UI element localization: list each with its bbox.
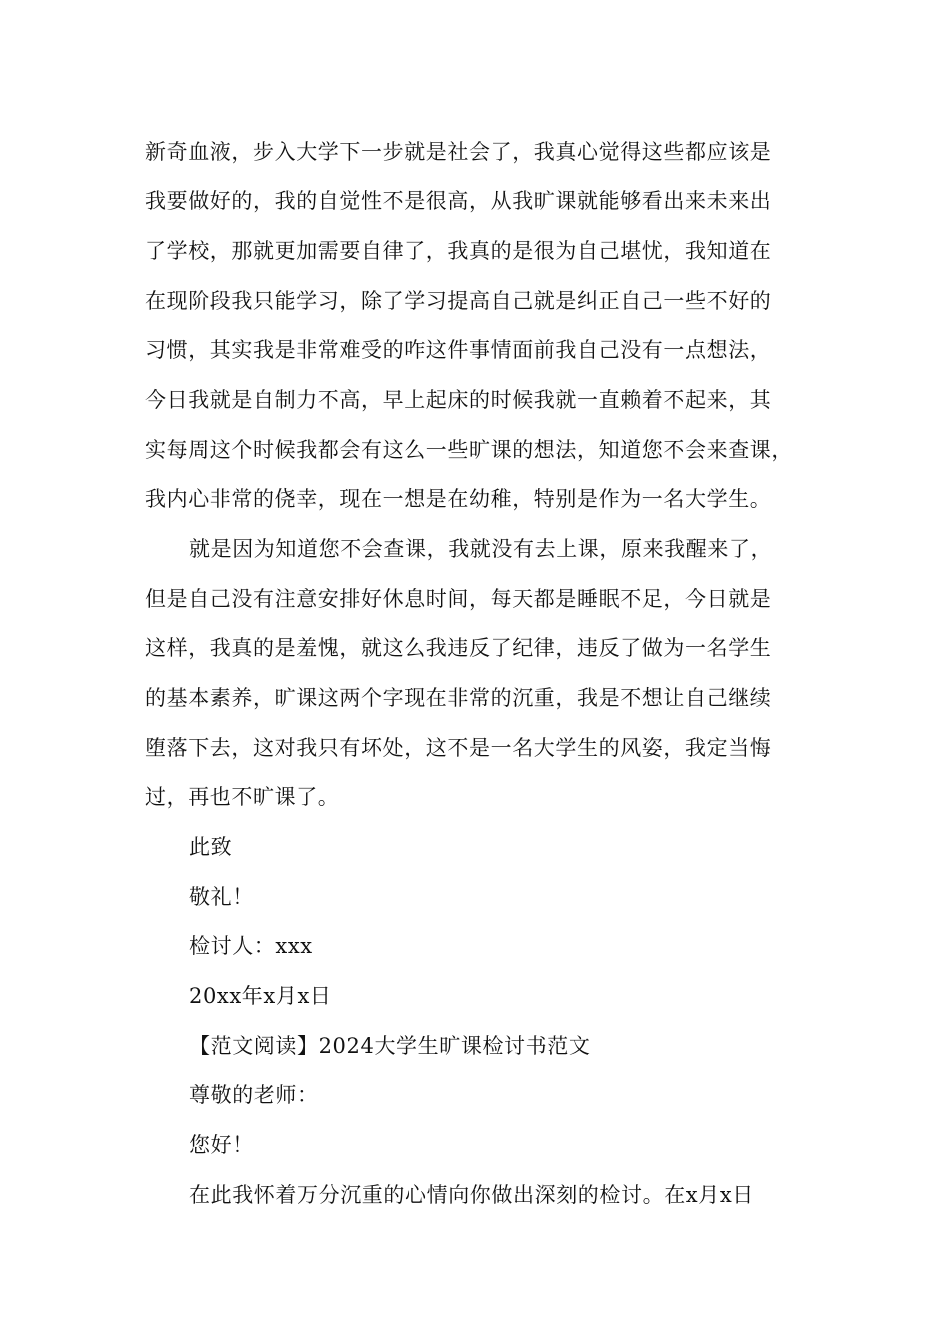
greeting-line: 尊敬的老师： bbox=[189, 1083, 319, 1107]
closing-regards: 敬礼！ bbox=[189, 885, 254, 909]
date-line: 20xx年x月x日 bbox=[189, 984, 332, 1008]
paragraph-line: 新奇血液，步入大学下一步就是社会了，我真心觉得这些都应该是 bbox=[145, 140, 772, 164]
paragraph-line: 的基本素养，旷课这两个字现在非常的沉重，我是不想让自己继续 bbox=[145, 686, 772, 710]
paragraph-line: 这样，我真的是羞愧，就这么我违反了纪律，违反了做为一名学生 bbox=[145, 636, 772, 660]
paragraph-line: 就是因为知道您不会查课，我就没有去上课，原来我醒来了， bbox=[189, 537, 773, 561]
paragraph-line: 但是自己没有注意安排好休息时间，每天都是睡眠不足，今日就是 bbox=[145, 587, 772, 611]
paragraph-line: 堕落下去，这对我只有坏处，这不是一名大学生的风姿，我定当悔 bbox=[145, 736, 772, 760]
section-heading: 【范文阅读】2024大学生旷课检讨书范文 bbox=[189, 1034, 591, 1058]
paragraph-line: 实每周这个时候我都会有这么一些旷课的想法，知道您不会来查课， bbox=[145, 438, 793, 462]
closing-salutation: 此致 bbox=[189, 835, 233, 859]
paragraph-line: 我要做好的，我的自觉性不是很高，从我旷课就能够看出来未来出 bbox=[145, 189, 772, 213]
signature-line: 检讨人：xxx bbox=[189, 934, 313, 958]
paragraph-line: 今日我就是自制力不高，早上起床的时候我就一直赖着不起来，其 bbox=[145, 388, 772, 412]
paragraph-line: 习惯，其实我是非常难受的咋这件事情面前我自己没有一点想法， bbox=[145, 338, 772, 362]
paragraph-line: 在现阶段我只能学习，除了学习提高自己就是纠正自己一些不好的 bbox=[145, 289, 772, 313]
paragraph-line: 过，再也不旷课了。 bbox=[145, 785, 340, 809]
paragraph-line: 了学校，那就更加需要自律了，我真的是很为自己堪忧，我知道在 bbox=[145, 239, 772, 263]
greeting-line: 您好！ bbox=[189, 1133, 254, 1157]
paragraph-line: 我内心非常的侥幸，现在一想是在幼稚，特别是作为一名大学生。 bbox=[145, 487, 772, 511]
paragraph-line: 在此我怀着万分沉重的心情向你做出深刻的检讨。在x月x日 bbox=[189, 1183, 754, 1207]
